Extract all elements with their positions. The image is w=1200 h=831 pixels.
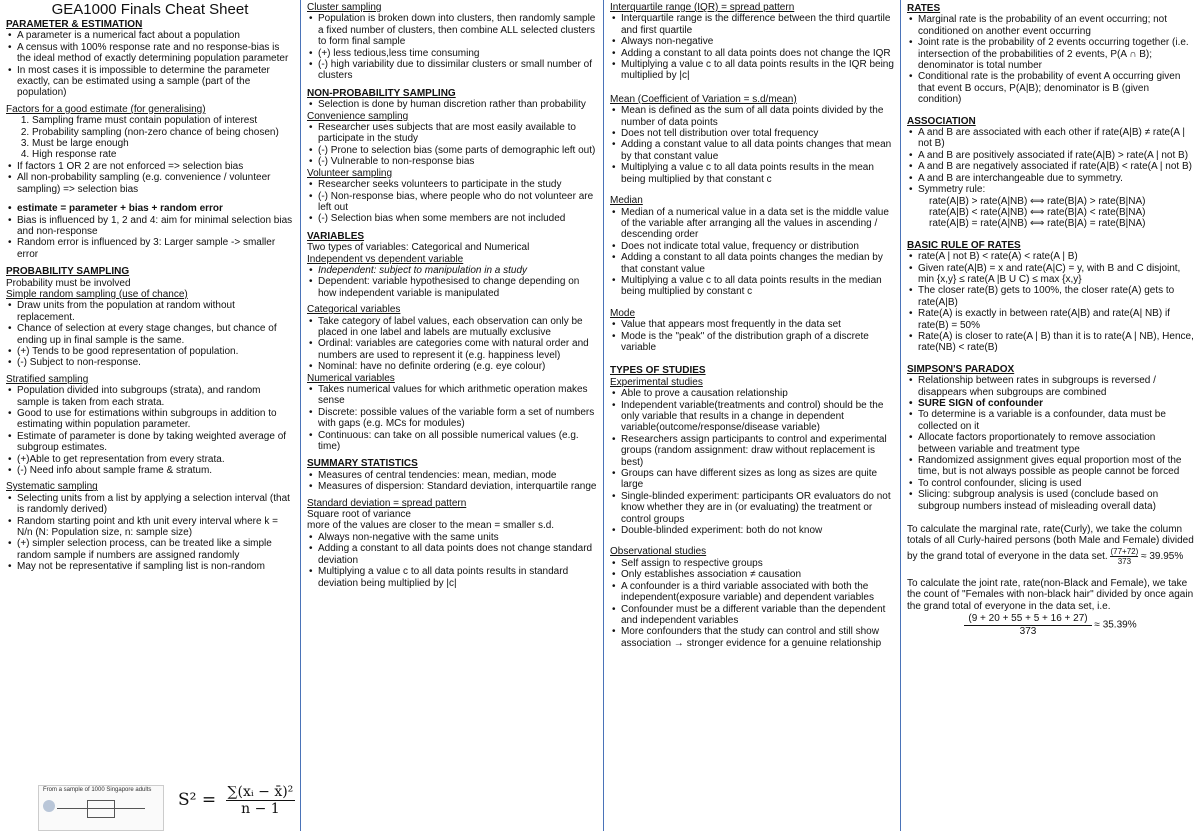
list-item: • (+) Tends to be good representation of population. (17, 346, 294, 357)
list-item: 3. Must be large enough (32, 138, 294, 149)
list-item: • Conditional rate is the probability of event A occurring given that event B occurs, P(A|B); denominator is B (given condition) (918, 71, 1194, 105)
column-3 (603, 0, 900, 831)
column-2 (300, 0, 603, 831)
subheading-mean: Mean (Coefficient of Variation = s.d/mean) (610, 93, 797, 105)
list-item: • Median of a numerical value in a data set is the middle value of the variable after arranging all the values in ascending / descending order (621, 207, 894, 241)
iqr-list (610, 13, 894, 81)
subheading-indep: Independent vs dependent variable (307, 253, 464, 265)
list-item: • To determine is a variable is a confounder, data must be collected on it (918, 409, 1194, 432)
list-item: • (+) simpler selection process, can be treated like a simple random sample if numbers are assigned randomly (17, 538, 294, 561)
list-item: • Take category of label values, each observation can only be placed in one label and labels are mutually exclusive (318, 316, 597, 339)
text-line: Two types of variables: Categorical and Numerical (307, 242, 530, 254)
list-item: • The closer rate(B) gets to 100%, the closer rate(A) gets to rate(A|B) (918, 285, 1194, 308)
page-title: GEA1000 Finals Cheat Sheet (51, 1, 249, 18)
median-list (610, 207, 894, 298)
subheading-srs: Simple random sampling (use of chance) (6, 288, 188, 300)
subheading-factors: Factors for a good estimate (for generalising) (6, 103, 206, 115)
cluster-list (307, 13, 597, 81)
list-item: • Bias is influenced by 1, 2 and 4: aim for minimal selection bias and non-response (17, 215, 294, 238)
list-item: • Does not indicate total value, frequency or distribution (621, 241, 894, 252)
mode-list (610, 319, 894, 353)
observational-list (610, 558, 894, 649)
list-item: • To control confounder, slicing is used (918, 478, 1194, 489)
marginal-rate-example (907, 524, 1194, 566)
list-item: • Randomized assignment gives equal proportion most of the time, but is not always possible as people cannot be forced (918, 455, 1194, 478)
joint-result: ≈ 35.39% (1094, 619, 1137, 631)
list-item: • Measures of dispersion: Standard deviation, interquartile range (318, 481, 597, 492)
list-item: • (+)Able to get representation from every strata. (17, 454, 294, 465)
list-item: • A and B are associated with each other if rate(A|B) ≠ rate(A | not B) (918, 127, 1194, 150)
column-1 (0, 0, 300, 831)
list-item: • Researcher seeks volunteers to participate in the study (318, 179, 597, 190)
list-item: • Draw units from the population at random without replacement. (17, 300, 294, 323)
systematic-list (6, 493, 294, 573)
list-item: • Discrete: possible values of the variable form a set of numbers with gaps (e.g. MCs for modules) (318, 407, 597, 430)
list-item: • Groups can have different sizes as long as sizes are quite large (621, 468, 894, 491)
bias-list (6, 161, 294, 195)
experimental-list (610, 388, 894, 536)
estimate-list (6, 203, 294, 260)
subheading-sd: Standard deviation = spread pattern (307, 497, 467, 509)
mean-list (610, 105, 894, 185)
symmetry-rules (907, 196, 1194, 230)
heading-probability: PROBABILITY SAMPLING (6, 266, 130, 278)
subheading-convenience: Convenience sampling (307, 110, 409, 122)
list-item: 4. High response rate (32, 149, 294, 160)
list-item: • Researchers assign participants to control and experimental groups (random assignment: draw without replacement is best) (621, 434, 894, 468)
list-item: • Estimate of parameter is done by taking weighted average of subgroup estimates. (17, 431, 294, 454)
text-line: Square root of variance (307, 509, 411, 521)
list-item: • Value that appears most frequently in the data set (621, 319, 894, 330)
heading-variables: VARIABLES (307, 230, 365, 242)
subheading-iqr: Interquartile range (IQR) = spread pattern (610, 2, 795, 13)
list-item: • (-) Selection bias when some members are not included (318, 213, 597, 224)
marginal-numerator: (77+72) (1110, 546, 1139, 556)
list-item: • Ordinal: variables are categories come with natural order and numbers are used to represent it (e.g. happiness level) (318, 338, 597, 361)
sd-list (307, 532, 597, 589)
list-item: • Double-blinded experiment: both do not know (621, 525, 894, 536)
list-item: • Given rate(A|B) = x and rate(A|C) = y, with B and C disjoint, min {x,y} ≤ rate(A |B U C) ≤ max {x,y} (918, 263, 1194, 286)
column-4 (900, 0, 1200, 831)
heading-summary: SUMMARY STATISTICS (307, 458, 418, 470)
subheading-mode: Mode (610, 307, 636, 319)
list-item: • Always non-negative (621, 36, 894, 47)
heading-parameter: PARAMETER & ESTIMATION (6, 19, 143, 30)
list-item: • Single-blinded experiment: participants OR evaluators do not know whether they are in (or evaluating) the treatment or control groups (621, 491, 894, 525)
list-item: • Dependent: variable hypothesised to change depending on how independent variable is manipulated (318, 276, 597, 299)
list-item: • Population is broken down into clusters, then randomly sample a fixed number of clusters, then combine ALL selected clusters to form final sample (318, 13, 597, 47)
list-item: • Takes numerical values for which arithmetic operation makes sense (318, 384, 597, 407)
list-item: • Chance of selection at every stage changes, but chance of ending up in final sample is the same. (17, 323, 294, 346)
list-item: • May not be representative if sampling list is non-random (17, 561, 294, 572)
categorical-list (307, 316, 597, 373)
list-item: • Symmetry rule: (918, 184, 1194, 195)
list-item: • Only establishes association ≠ causation (621, 569, 894, 580)
list-item: • Multiplying a value c to all data points results in standard deviation being multiplied by |c| (318, 566, 597, 589)
list-item: • Joint rate is the probability of 2 events occurring together (i.e. intersection of the probabilities of 2 events, P(A ∩ B); denominator is total number (918, 37, 1194, 71)
list-item: • Nominal: have no definite ordering (e.g. eye colour) (318, 361, 597, 372)
marginal-denominator: 373 (1117, 556, 1132, 566)
list-item: • Multiplying a value c to all data points results in the median being multiplied by constant c (621, 275, 894, 298)
factors-list (6, 115, 294, 161)
list-item: • A and B are negatively associated if rate(A|B) < rate(A | not B) (918, 161, 1194, 172)
list-item: • (-) Need info about sample frame & stratum. (17, 465, 294, 476)
list-item: • Self assign to respective groups (621, 558, 894, 569)
formula-denominator: n − 1 (241, 801, 280, 817)
list-item: • Random error is influenced by 3: Larger sample -> smaller error (17, 237, 294, 260)
heading-simpson: SIMPSON'S PARADOX (907, 363, 1015, 375)
marginal-result: ≈ 39.95% (1141, 551, 1184, 563)
srs-list (6, 300, 294, 368)
parameter-list (6, 30, 294, 98)
list-item: • (-) Subject to non-response. (17, 357, 294, 368)
boxplot-thumbnail (38, 785, 164, 831)
stratified-list (6, 385, 294, 476)
list-item: • Random starting point and kth unit every interval where k = N/n (N: Population size, n: sample size) (17, 516, 294, 539)
subheading-stratified: Stratified sampling (6, 373, 89, 385)
list-item: • More confounders that the study can control and still show association → stronger evidence for a genuine relationship (621, 626, 894, 649)
symmetry-rule: rate(A|B) = rate(A|NB) ⟺ rate(B|A) = rate(B|NA) (929, 218, 1146, 230)
list-item: • Rate(A) is exactly in between rate(A|B) and rate(A| NB) if rate(B) = 50% (918, 308, 1194, 331)
list-item: • Marginal rate is the probability of an event occurring; not conditioned on another event occurring (918, 14, 1194, 37)
list-item: • A and B are interchangeable due to symmetry. (918, 173, 1194, 184)
list-item: • Allocate factors proportionately to remove association between variable and treatment type (918, 432, 1194, 455)
subheading-cluster: Cluster sampling (307, 2, 382, 13)
list-item: • A parameter is a numerical fact about a population (17, 30, 294, 41)
list-item: • (-) Prone to selection bias (some parts of demographic left out) (318, 145, 597, 156)
heading-types: TYPES OF STUDIES (610, 365, 706, 377)
rates-list (907, 14, 1194, 105)
joint-denominator: 373 (1019, 625, 1037, 637)
subheading-observational: Observational studies (610, 546, 707, 558)
list-item: • Relationship between rates in subgroups is reversed / disappears when subgroups are combined (918, 375, 1194, 398)
list-item: • (+) less tedious,less time consuming (318, 48, 597, 59)
list-item: • Selecting units from a list by applying a selection interval (that is randomly derived) (17, 493, 294, 516)
subheading-numerical: Numerical variables (307, 372, 395, 384)
summary-list (307, 470, 597, 493)
text-line: more of the values are closer to the mean = smaller s.d. (307, 520, 555, 532)
list-item: • All non-probability sampling (e.g. convenience / volunteer sampling) => selection bias (17, 172, 294, 195)
list-item: • A and B are positively associated if rate(A|B) > rate(A | not B) (918, 150, 1194, 161)
subheading-experimental: Experimental studies (610, 376, 703, 388)
heading-basic-rules: BASIC RULE OF RATES (907, 239, 1021, 251)
list-item: • Mode is the "peak" of the distribution graph of a discrete variable (621, 331, 894, 354)
list-item: • Selection is done by human discretion rather than probability (318, 99, 597, 110)
heading-association: ASSOCIATION (907, 115, 976, 127)
list-item: • Slicing: subgroup analysis is used (conclude based on subgroup numbers instead of misleading overall data) (918, 489, 1194, 512)
indep-list (307, 265, 597, 299)
list-item: • A confounder is a third variable associated with both the independent(exposure variable) and dependent variables (621, 581, 894, 604)
joint-numerator: (9 + 20 + 55 + 5 + 16 + 27) (964, 613, 1091, 625)
list-item: • (-) Non-response bias, where people who do not volunteer are left out (318, 191, 597, 214)
simpson-list (907, 375, 1194, 512)
logo-icon (43, 800, 55, 812)
list-item: • Interquartile range is the difference between the third quartile and first quartile (621, 13, 894, 36)
list-item: • Adding a constant to all data points changes the median by that constant value (621, 252, 894, 275)
thumbnail-caption: From a sample of 1000 Singapore adults (43, 787, 152, 793)
heading-rates: RATES (907, 3, 941, 14)
list-item: • (-) high variability due to dissimilar clusters or small number of clusters (318, 59, 597, 82)
volunteer-list (307, 179, 597, 225)
marginal-rate-text: To calculate the marginal rate, rate(Curly), we take the column totals of all Curly-haired persons (both Male and Female) divided by the grand total of everyone in the data set. (907, 524, 1194, 563)
list-item: 1. Sampling frame must contain population of interest (32, 115, 294, 126)
list-item: • A census with 100% response rate and no response-bias is the ideal method of exactly determining population parameter (17, 42, 294, 65)
text-line: Probability must be involved (6, 277, 131, 289)
list-item: • Able to prove a causation relationship (621, 388, 894, 399)
heading-nonprob: NON-PROBABILITY SAMPLING (307, 87, 456, 99)
list-item: • Always non-negative with the same units (318, 532, 597, 543)
list-item: • Multiplying a value c to all data points results in the IQR being multiplied by |c| (621, 59, 894, 82)
list-item: • Multiplying a value c to all data points results in the mean being multiplied by that constant c (621, 162, 894, 185)
numerical-list (307, 384, 597, 452)
list-item: • (-) Vulnerable to non-response bias (318, 156, 597, 167)
list-item: • Mean is defined as the sum of all data points divided by the number of data points (621, 105, 894, 128)
subheading-volunteer: Volunteer sampling (307, 167, 393, 179)
list-item: • Continuous: can take on all possible numerical values (e.g. time) (318, 430, 597, 453)
list-item: • Researcher uses subjects that are most easily available to participate in the study (318, 122, 597, 145)
list-item: • Does not tell distribution over total frequency (621, 128, 894, 139)
formula-lhs: S² = (178, 790, 217, 810)
subheading-categorical: Categorical variables (307, 304, 401, 316)
list-item: • rate(A | not B) < rate(A) < rate(A | B) (918, 251, 1194, 262)
association-list (907, 127, 1194, 195)
list-item: • Confounder must be a different variable than the dependent and independent variables (621, 604, 894, 627)
list-item: • Adding a constant to all data points does not change standard deviation (318, 543, 597, 566)
variance-formula (178, 784, 295, 817)
list-item: • Rate(A) is closer to rate(A | B) than it is to rate(A | NB), Hence, rate(NB) < rate(B) (918, 331, 1194, 354)
list-item: • Adding a constant to all data points does not change the IQR (621, 48, 894, 59)
symmetry-rule: rate(A|B) > rate(A|NB) ⟺ rate(B|A) > rate(B|NA) (929, 195, 1146, 207)
list-item: • Measures of central tendencies: mean, median, mode (318, 470, 597, 481)
formula-numerator: ∑(xᵢ − x̄)² (227, 784, 294, 800)
list-item: • In most cases it is impossible to determine the parameter exactly, can be estimated using a sample (part of the population) (17, 65, 294, 99)
list-item: • estimate = parameter + bias + random error (17, 203, 294, 214)
list-item: • Independent variable(treatments and control) should be the only variable that results in a change in dependent variable(outcome/response/disease variable) (621, 400, 894, 434)
list-item: • Population divided into subgroups (strata), and random sample is taken from each strata. (17, 385, 294, 408)
subheading-median: Median (610, 195, 643, 207)
nonprob-list (307, 99, 597, 110)
list-item: • Independent: subject to manipulation in a study (318, 265, 597, 276)
list-item: • Good to use for estimations within subgroups in addition to estimating within population parameter. (17, 408, 294, 431)
convenience-list (307, 122, 597, 168)
joint-rate-text: To calculate the joint rate, rate(non-Black and Female), we take the count of "Females with non-black hair" divided by once again the grand total of everyone in the data set, i.e. (907, 577, 1194, 612)
list-item: • Adding a constant value to all data points changes that mean by that constant value (621, 139, 894, 162)
list-item: • SURE SIGN of confounder (918, 398, 1194, 409)
list-item: • If factors 1 OR 2 are not enforced => selection bias (17, 161, 294, 172)
basic-rules-list (907, 251, 1194, 354)
symmetry-rule: rate(A|B) < rate(A|NB) ⟺ rate(B|A) < rate(B|NA) (929, 206, 1146, 218)
joint-rate-example (907, 578, 1194, 637)
box-shape (87, 800, 115, 818)
list-item: 2. Probability sampling (non-zero chance of being chosen) (32, 127, 294, 138)
subheading-systematic: Systematic sampling (6, 481, 98, 493)
